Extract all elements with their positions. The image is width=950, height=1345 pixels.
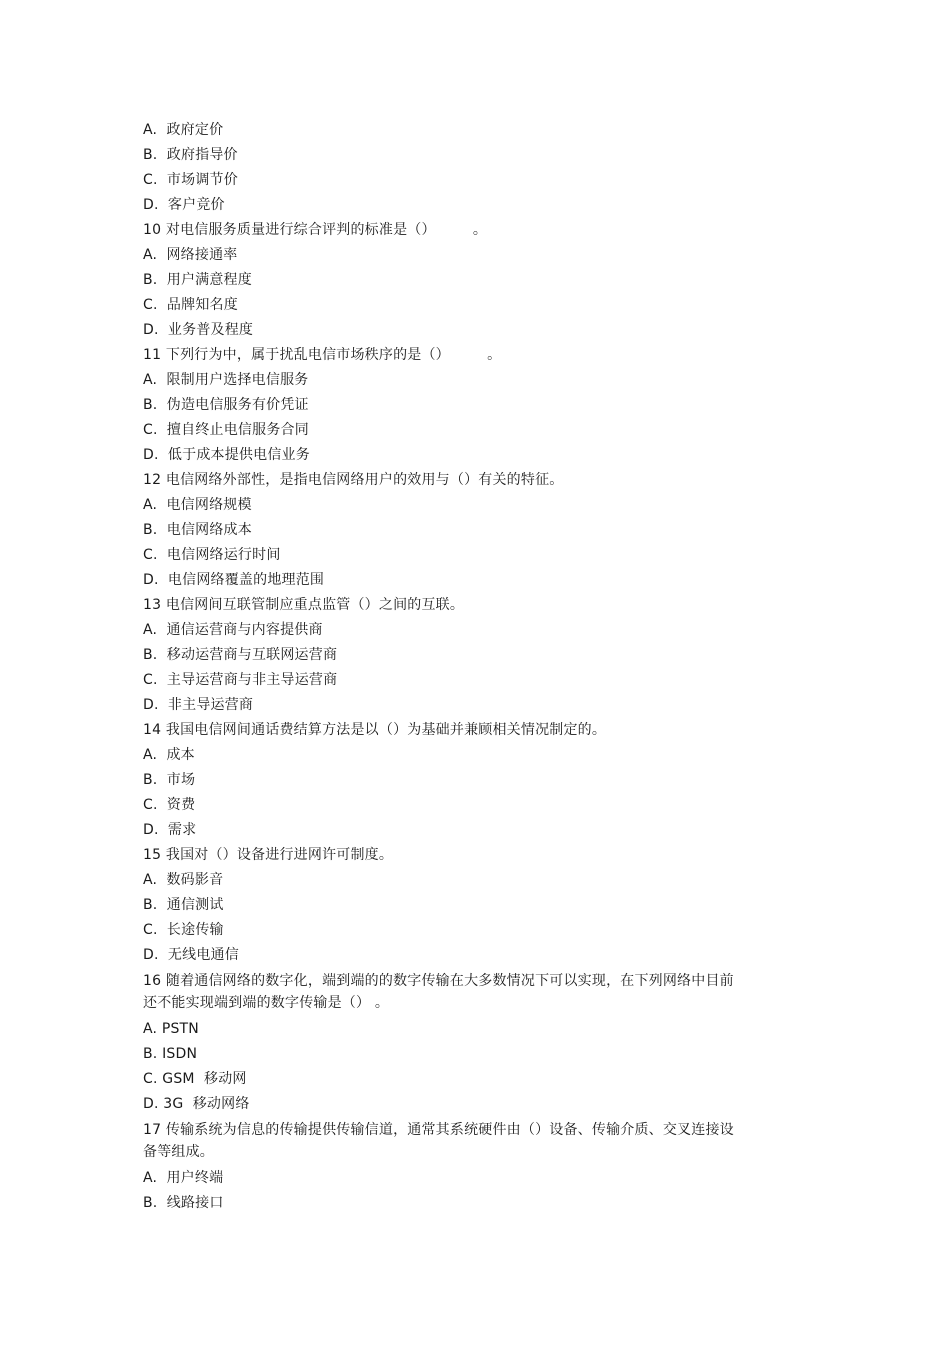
option-line: C. 电信网络运行时间 [143,547,281,563]
option-line: D. 客户竞价 [143,197,225,213]
option-line: C. 资费 [143,797,196,813]
question-17: 17 传输系统为信息的传输提供传输信道，通常其系统硬件由（）设备、传输介质、交叉连接设备等组成。 [143,1122,734,1160]
option-line: B. 移动运营商与互联网运营商 [143,647,338,663]
option-line: A. 政府定价 [143,122,224,138]
option-line: B. 通信测试 [143,897,224,913]
option-line: A. 通信运营商与内容提供商 [143,622,323,638]
option-line: B. 政府指导价 [143,147,238,163]
question-13: 13 电信网间互联管制应重点监管（）之间的互联。 [143,597,465,613]
option-line: B. 用户满意程度 [143,272,252,288]
question-11: 11 下列行为中，属于扰乱电信市场秩序的是（） 。 [143,347,502,363]
question-16: 16 随着通信网络的数字化，端到端的的数字传输在大多数情况下可以实现，在下列网络中目前还不能实现端到端的数字传输是（） 。 [143,973,734,1011]
option-line: A. 网络接通率 [143,247,238,263]
question-10: 10 对电信服务质量进行综合评判的标准是（） 。 [143,222,488,238]
option-line: C. 长途传输 [143,922,224,938]
option-line: D. 非主导运营商 [143,697,254,713]
option-line: A. 限制用户选择电信服务 [143,372,309,388]
option-line: B. 电信网络成本 [143,522,252,538]
option-line: C. 品牌知名度 [143,297,238,313]
option-line: C. 市场调节价 [143,172,238,188]
question-15: 15 我国对（）设备进行进网许可制度。 [143,847,394,863]
option-line: B. 市场 [143,772,196,788]
question-14: 14 我国电信网间通话费结算方法是以（）为基础并兼顾相关情况制定的。 [143,722,607,738]
option-line: D. 业务普及程度 [143,322,254,338]
option-line: A. PSTN [143,1021,199,1037]
option-line: C. GSM 移动网 [143,1071,247,1087]
option-line: A. 数码影音 [143,872,224,888]
option-line: D. 电信网络覆盖的地理范围 [143,572,325,588]
option-line: B. ISDN [143,1046,198,1062]
option-line: A. 用户终端 [143,1170,224,1186]
option-line: B. 伪造电信服务有价凭证 [143,397,309,413]
option-line: D. 3G 移动网络 [143,1096,250,1112]
option-line: B. 线路接口 [143,1195,224,1211]
option-line: A. 电信网络规模 [143,497,252,513]
option-line: D. 需求 [143,822,197,838]
option-line: D. 低于成本提供电信业务 [143,447,310,463]
question-12: 12 电信网络外部性，是指电信网络用户的效用与（）有关的特征。 [143,472,564,488]
option-line: C. 主导运营商与非主导运营商 [143,672,338,688]
option-line: C. 擅自终止电信服务合同 [143,422,309,438]
question-list [143,118,743,1216]
option-line: D. 无线电通信 [143,947,239,963]
option-line: A. 成本 [143,747,195,763]
